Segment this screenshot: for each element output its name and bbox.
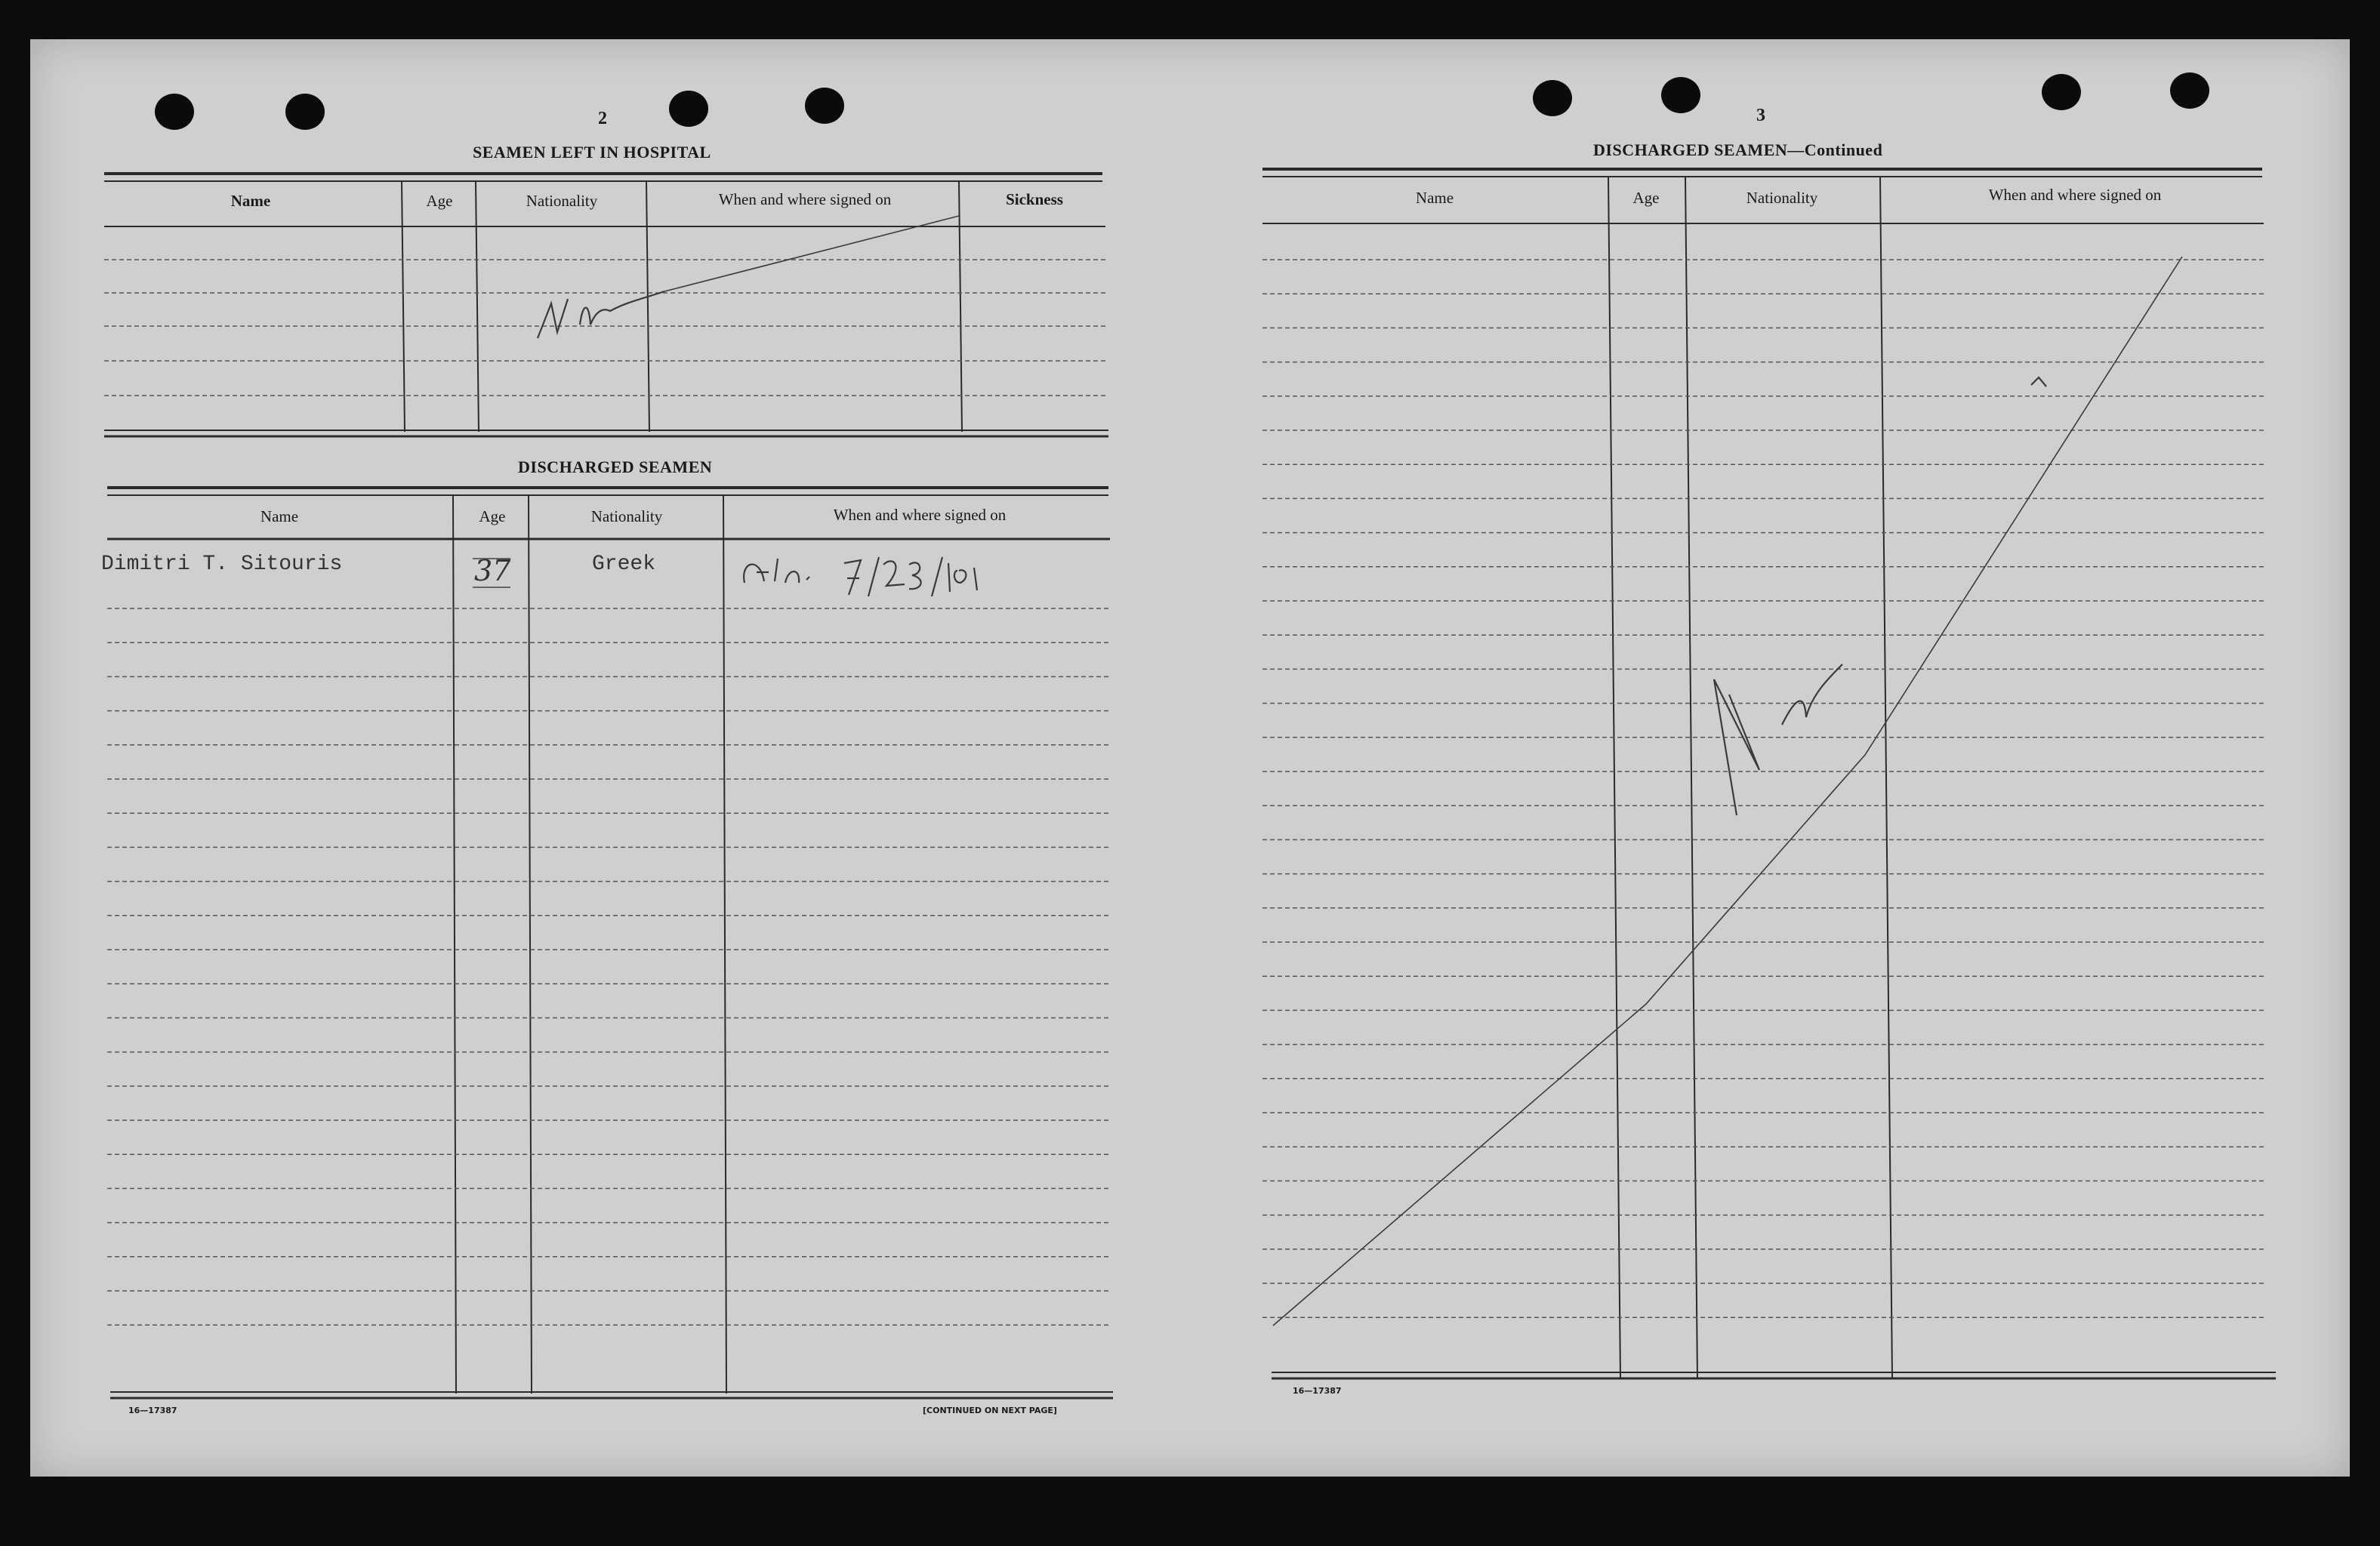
continued-col-signed-on: When and where signed on bbox=[1988, 186, 2162, 204]
page-number-right: 3 bbox=[1756, 106, 1765, 125]
hospital-col-age: Age bbox=[426, 192, 453, 210]
seaman-age-cell: 37 bbox=[474, 554, 511, 587]
handwritten-signed-on-entry bbox=[744, 557, 977, 596]
discharged-section-title: DISCHARGED SEAMEN bbox=[518, 457, 713, 476]
right-form-number: 16—17387 bbox=[1293, 1386, 1342, 1396]
continued-table-rules bbox=[1262, 169, 2276, 1378]
discharged-col-signed-on: When and where signed on bbox=[833, 506, 1007, 524]
hospital-table-row-lines bbox=[104, 260, 1107, 396]
page-number-left: 2 bbox=[598, 109, 607, 128]
hospital-col-nationality: Nationality bbox=[526, 192, 598, 210]
continued-title-main: DISCHARGED SEAMEN bbox=[1593, 140, 1788, 159]
left-form-number: 16—17387 bbox=[128, 1406, 177, 1415]
continued-notice: [CONTINUED ON NEXT PAGE] bbox=[923, 1406, 1057, 1415]
continued-col-nationality: Nationality bbox=[1746, 189, 1818, 207]
continued-col-age: Age bbox=[1632, 189, 1660, 207]
continued-section-title bbox=[1593, 140, 1882, 160]
handwritten-nil-mark-hospital bbox=[538, 216, 959, 338]
seaman-name-cell: Dimitri T. Sitouris bbox=[101, 553, 343, 576]
hospital-section-title: SEAMEN LEFT IN HOSPITAL bbox=[473, 143, 711, 162]
continued-title-suffix: —Continued bbox=[1787, 140, 1883, 159]
discharged-table-row-lines bbox=[107, 608, 1110, 1325]
hospital-col-sickness: Sickness bbox=[1006, 190, 1063, 208]
seaman-nationality-cell: Greek bbox=[592, 553, 656, 576]
hospital-col-signed-on: When and where signed on bbox=[718, 190, 892, 208]
continued-table-row-lines bbox=[1262, 260, 2265, 1317]
hospital-col-name: Name bbox=[230, 192, 271, 210]
hospital-table-rules bbox=[104, 174, 1108, 436]
continued-col-name: Name bbox=[1415, 189, 1454, 207]
handwritten-nil-mark-continued bbox=[1273, 257, 2182, 1326]
discharged-col-age: Age bbox=[479, 507, 506, 525]
discharged-table-rules bbox=[107, 488, 1113, 1398]
discharged-col-nationality: Nationality bbox=[590, 507, 663, 525]
discharged-col-name: Name bbox=[260, 507, 299, 525]
